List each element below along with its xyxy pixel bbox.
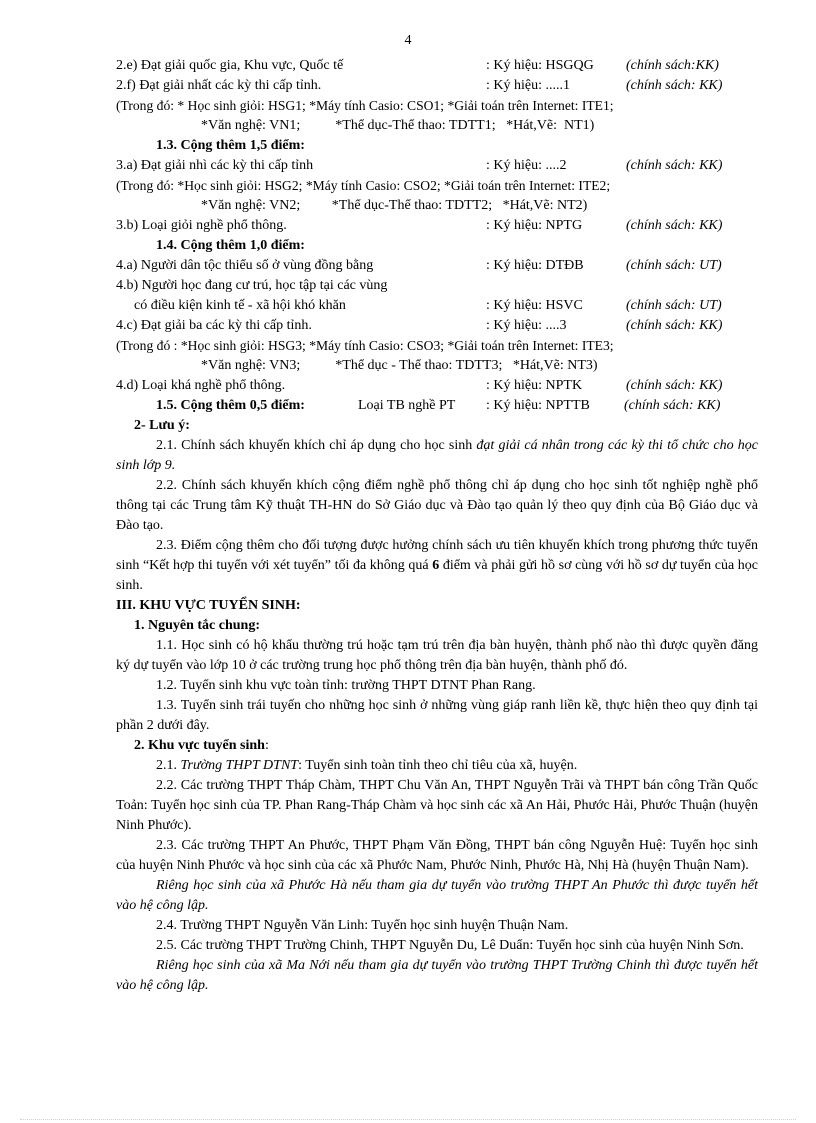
section-3-2-1-num: 2.1. bbox=[156, 758, 181, 773]
section-3-2-3-note: Riêng học sinh của xã Phước Hà nếu tham gia dự tuyển vào trường THPT An Phước thì được tuyển hết vào hệ công lập. bbox=[116, 878, 758, 913]
section-3-heading-text: III. KHU VỰC TUYỂN SINH: bbox=[116, 598, 301, 613]
item-4b-text-1: 4.b) Người học đang cư trú, học tập tại các vùng bbox=[116, 278, 388, 293]
item-4c bbox=[116, 316, 758, 336]
heading-1-5-text: 1.5. Cộng thêm 0,5 điểm: bbox=[156, 398, 305, 413]
note-1-line-a: (Trong đó: * Học sinh giỏi: HSG1; *Máy tính Casio: CSO1; *Giải toán trên Internet: ITE1; bbox=[116, 98, 614, 113]
luu-y-2-3-text: 2.3. Điểm cộng thêm cho đối tượng được hưởng chính sách ưu tiên khuyến khích trong phương thức tuyển sinh “Kết hợp thi tuyển với xét tuyển” tối đa không quá bbox=[116, 538, 758, 573]
heading-1-5 bbox=[116, 396, 758, 416]
item-3b-code: : Ký hiệu: NPTG bbox=[486, 218, 583, 233]
item-4a-code: : Ký hiệu: DTĐB bbox=[486, 258, 584, 273]
item-4a bbox=[116, 256, 758, 276]
heading-1-5-type: Loại TB nghề PT bbox=[358, 398, 456, 413]
item-3a bbox=[116, 156, 758, 176]
note-1 bbox=[116, 96, 758, 116]
item-2e-text: 2.e) Đạt giải quốc gia, Khu vực, Quốc tế bbox=[116, 58, 344, 73]
item-4b-code: : Ký hiệu: HSVC bbox=[486, 298, 583, 313]
section-3-2-3: 2.3. Các trường THPT An Phước, THPT Phạm Văn Đồng, THPT bán công Nguyễn Huệ: Tuyển học sinh của huyện Ninh Phước và học sinh của các xã Phước Nam, Phước Ninh, Phước Hà, Nhị Hà (huyện Thuận Nam). bbox=[116, 838, 758, 873]
heading-1-4-text: 1.4. Cộng thêm 1,0 điểm: bbox=[156, 238, 305, 253]
item-4a-policy: (chính sách: UT) bbox=[626, 258, 722, 273]
note-2 bbox=[116, 176, 758, 196]
note-3-line-a: (Trong đó : *Học sinh giỏi: HSG3; *Máy tính Casio: CSO3; *Giải toán trên Internet: ITE3; bbox=[116, 338, 614, 353]
luu-y-heading bbox=[116, 416, 758, 436]
item-4a-text: 4.a) Người dân tộc thiểu số ở vùng đồng bằng bbox=[116, 258, 374, 273]
section-3-2-heading bbox=[116, 736, 758, 756]
note-3b bbox=[116, 356, 758, 376]
item-4c-code: : Ký hiệu: ....3 bbox=[486, 318, 567, 333]
item-4c-policy: (chính sách: KK) bbox=[626, 318, 723, 333]
item-3b-policy: (chính sách: KK) bbox=[626, 218, 723, 233]
item-2f-text: 2.f) Đạt giải nhất các kỳ thi cấp tỉnh. bbox=[116, 78, 322, 93]
item-4c-text: 4.c) Đạt giải ba các kỳ thi cấp tỉnh. bbox=[116, 318, 312, 333]
item-4b-text-2: có điều kiện kinh tế - xã hội khó khăn bbox=[134, 298, 346, 313]
luu-y-2-1-emphasis: đạt giải cá nhân trong các kỳ thi tổ chức cho học sinh lớp 9. bbox=[116, 438, 758, 473]
section-3-2-heading-text: 2. Khu vực tuyển sinh bbox=[134, 738, 265, 753]
section-3-2-5: 2.5. Các trường THPT Trường Chinh, THPT Nguyễn Du, Lê Duẩn: Tuyển học sinh của huyện Ninh Sơn. bbox=[156, 938, 744, 953]
luu-y-2-1-text: 2.1. Chính sách khuyến khích chỉ áp dụng cho học sinh bbox=[156, 438, 477, 453]
item-2f bbox=[116, 76, 758, 96]
item-4b-line2 bbox=[116, 296, 758, 316]
heading-1-3 bbox=[116, 136, 758, 156]
item-3a-code: : Ký hiệu: ....2 bbox=[486, 158, 567, 173]
heading-1-3-text: 1.3. Cộng thêm 1,5 điểm: bbox=[156, 138, 305, 153]
item-2e-policy: (chính sách:KK) bbox=[626, 58, 719, 73]
section-3-2-1-text: : Tuyển sinh toàn tỉnh theo chỉ tiêu của xã, huyện. bbox=[298, 758, 578, 773]
section-3-2-heading-wrap bbox=[134, 736, 269, 756]
heading-1-4 bbox=[116, 236, 758, 256]
item-4d-policy: (chính sách: KK) bbox=[626, 378, 723, 393]
item-4b-line1 bbox=[116, 276, 758, 296]
item-3a-policy: (chính sách: KK) bbox=[626, 158, 723, 173]
section-3-2-4: 2.4. Trường THPT Nguyễn Văn Linh: Tuyển học sinh huyện Thuận Nam. bbox=[156, 918, 569, 933]
note-2-line-b: *Văn nghệ: VN2; *Thể dục-Thể thao: TDTT2; *Hát,Vẽ: NT2) bbox=[201, 198, 588, 213]
page-bottom-divider bbox=[20, 1119, 796, 1120]
section-3-heading bbox=[116, 596, 758, 616]
section-3-2-heading-colon: : bbox=[264, 738, 269, 753]
note-2-line-a: (Trong đó: *Học sinh giỏi: HSG2; *Máy tính Casio: CSO2; *Giải toán trên Internet: ITE2; bbox=[116, 178, 611, 193]
page-body bbox=[116, 56, 758, 996]
item-4d bbox=[116, 376, 758, 396]
luu-y-2-1 bbox=[116, 436, 758, 476]
section-3-2-5-note: Riêng học sinh của xã Ma Nới nếu tham gia dự tuyển vào trường THPT Trường Chinh thì được tuyển hết vào hệ công lập. bbox=[116, 958, 758, 993]
note-3-line-b: *Văn nghệ: VN3; *Thể dục - Thể thao: TDTT3; *Hát,Vẽ: NT3) bbox=[201, 358, 598, 373]
luu-y-heading-text: 2- Lưu ý: bbox=[134, 418, 190, 433]
item-2e-code: : Ký hiệu: HSGQG bbox=[486, 58, 594, 73]
section-3-2-1 bbox=[116, 756, 758, 776]
luu-y-2-2: 2.2. Chính sách khuyến khích cộng điểm nghề phổ thông chỉ áp dụng cho học sinh tốt nghiệp nghề phổ thông tại các Trung tâm Kỹ thuật TH-HN do Sở Giáo dục và Đào tạo quản lý theo quy định của Bộ Giáo dục và Đào tạo. bbox=[116, 478, 758, 533]
note-1b bbox=[116, 116, 758, 136]
section-3-1-heading-text: 1. Nguyên tắc chung: bbox=[134, 618, 261, 633]
section-3-1-3: 1.3. Tuyển sinh trái tuyến cho những học sinh ở những vùng giáp ranh liền kề, thực hiện theo quy định tại phần 2 dưới đây. bbox=[116, 698, 758, 733]
item-4d-text: 4.d) Loại khá nghề phổ thông. bbox=[116, 378, 286, 393]
item-3b-text: 3.b) Loại giỏi nghề phổ thông. bbox=[116, 218, 287, 233]
item-2f-code: : Ký hiệu: .....1 bbox=[486, 78, 570, 93]
luu-y-2-3-max-points: 6 bbox=[432, 558, 440, 573]
section-3-2-1-school: Trường THPT DTNT bbox=[180, 758, 299, 773]
luu-y-2-3-tail: điểm và phải gửi hồ sơ cùng với hồ sơ dự tuyển của học sinh. bbox=[116, 558, 758, 593]
section-3-1-2: 1.2. Tuyển sinh khu vực toàn tỉnh: trường THPT DTNT Phan Rang. bbox=[156, 678, 536, 693]
item-3a-text: 3.a) Đạt giải nhì các kỳ thi cấp tỉnh bbox=[116, 158, 314, 173]
note-2b bbox=[116, 196, 758, 216]
item-2f-policy: (chính sách: KK) bbox=[626, 78, 723, 93]
item-4d-code: : Ký hiệu: NPTK bbox=[486, 378, 583, 393]
note-3 bbox=[116, 336, 758, 356]
section-3-1-1: 1.1. Học sinh có hộ khẩu thường trú hoặc tạm trú trên địa bàn huyện, thành phố nào thì được quyền đăng ký dự tuyển vào lớp 10 ở các trường trung học phổ thông trên địa bàn huyện, thành phố đó. bbox=[116, 638, 758, 673]
heading-1-5-policy: (chính sách: KK) bbox=[624, 398, 721, 413]
heading-1-5-code: : Ký hiệu: NPTTB bbox=[486, 398, 590, 413]
section-3-1-heading bbox=[116, 616, 758, 636]
section-3-2-2: 2.2. Các trường THPT Tháp Chàm, THPT Chu Văn An, THPT Nguyễn Trãi và THPT bán công Trần Quốc Toản: Tuyển học sinh của TP. Phan Rang-Tháp Chàm và học sinh các xã An Hải, Phước Hải, Phước Thuận (huyện Ninh Phước). bbox=[116, 778, 758, 833]
page-number: 4 bbox=[404, 33, 412, 48]
item-3b bbox=[116, 216, 758, 236]
luu-y-2-3 bbox=[116, 536, 758, 596]
note-1-line-b: *Văn nghệ: VN1; *Thể dục-Thể thao: TDTT1; *Hát,Vẽ: NT1) bbox=[201, 118, 595, 133]
item-2e bbox=[116, 56, 758, 76]
item-4b-policy: (chính sách: UT) bbox=[626, 298, 722, 313]
